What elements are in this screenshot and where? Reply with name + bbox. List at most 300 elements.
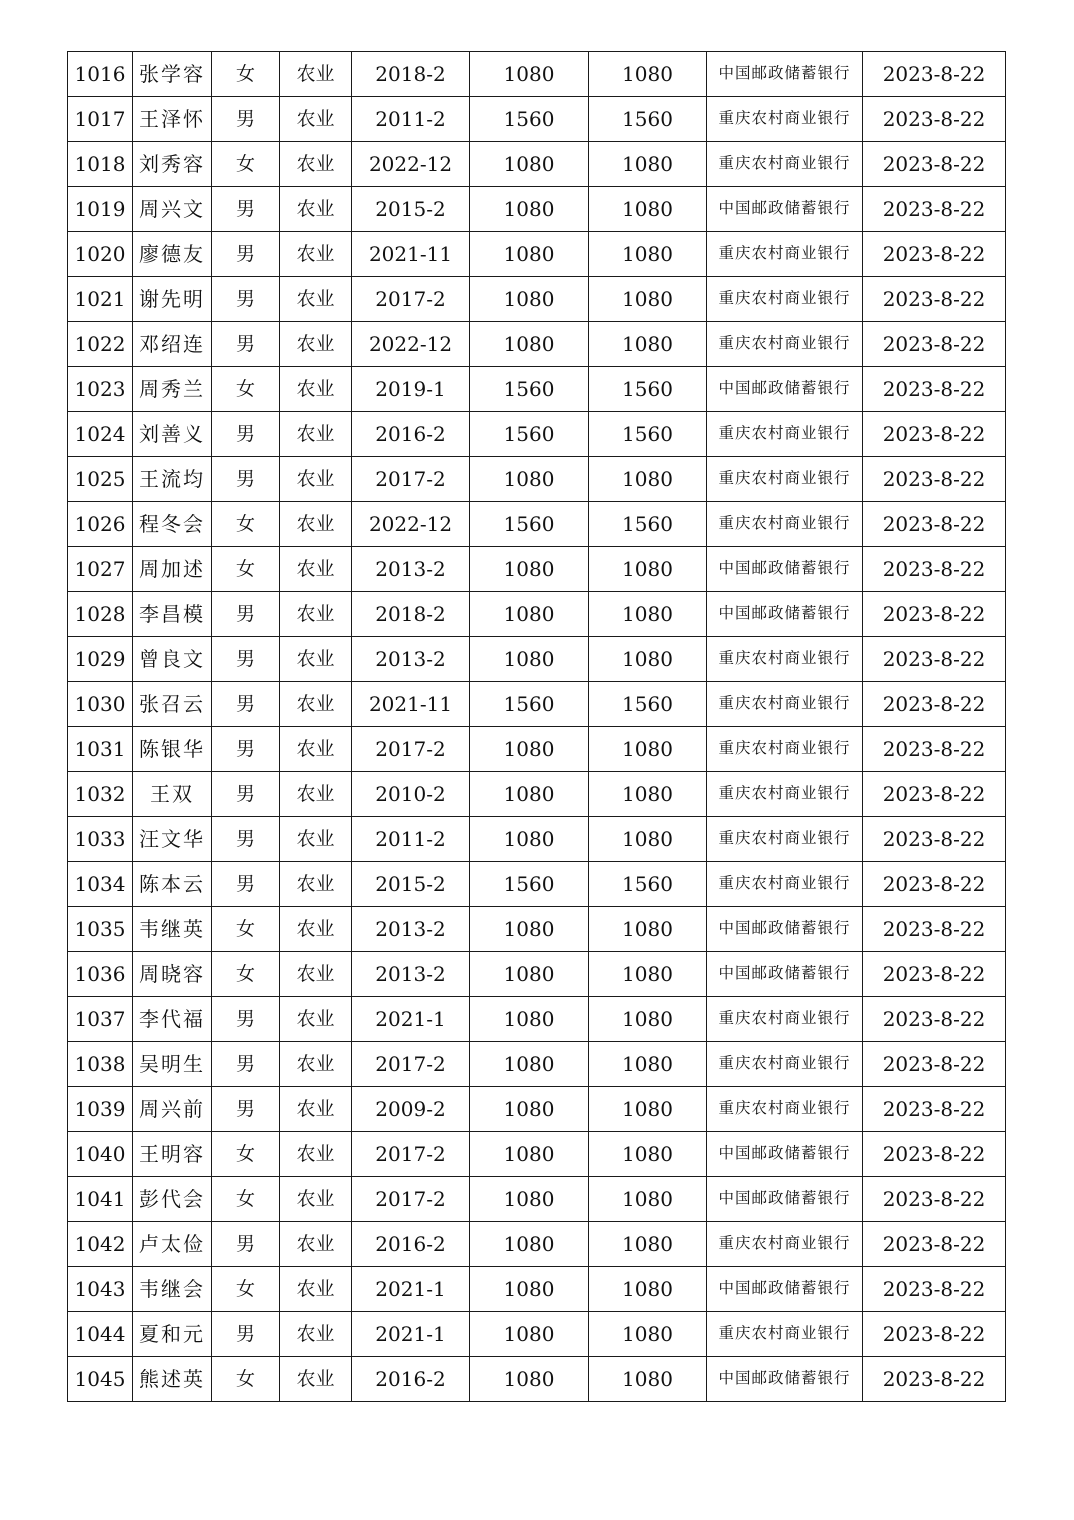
name-cell: 张召云 (133, 682, 212, 727)
name-cell: 卢太俭 (133, 1222, 212, 1267)
gender-cell: 男 (212, 817, 280, 862)
household-type-cell: 农业 (280, 412, 352, 457)
amount-paid-cell: 1080 (589, 1312, 707, 1357)
row-number-cell: 1045 (68, 1357, 133, 1402)
amount-standard-cell: 1080 (470, 1222, 589, 1267)
name-cell: 韦继英 (133, 907, 212, 952)
gender-cell: 女 (212, 142, 280, 187)
row-number-cell: 1033 (68, 817, 133, 862)
payment-date-cell: 2023-8-22 (863, 592, 1006, 637)
gender-cell: 男 (212, 862, 280, 907)
household-type-cell: 农业 (280, 277, 352, 322)
table-row (68, 1222, 1006, 1267)
payment-date-cell: 2023-8-22 (863, 232, 1006, 277)
table-row (68, 457, 1006, 502)
bank-cell: 重庆农村商业银行 (707, 1312, 863, 1357)
bank-cell: 中国邮政储蓄银行 (707, 592, 863, 637)
amount-standard-cell: 1080 (470, 727, 589, 772)
start-date-cell: 2017-2 (352, 277, 470, 322)
payment-date-cell: 2023-8-22 (863, 1132, 1006, 1177)
amount-standard-cell: 1080 (470, 457, 589, 502)
row-number-cell: 1017 (68, 97, 133, 142)
start-date-cell: 2013-2 (352, 952, 470, 997)
amount-standard-cell: 1560 (470, 97, 589, 142)
gender-cell: 男 (212, 772, 280, 817)
name-cell: 谢先明 (133, 277, 212, 322)
bank-cell: 重庆农村商业银行 (707, 997, 863, 1042)
bank-cell: 重庆农村商业银行 (707, 322, 863, 367)
table-row (68, 187, 1006, 232)
table-row (68, 142, 1006, 187)
gender-cell: 男 (212, 592, 280, 637)
household-type-cell: 农业 (280, 367, 352, 412)
payment-date-cell: 2023-8-22 (863, 502, 1006, 547)
table-row (68, 1042, 1006, 1087)
name-cell: 王流均 (133, 457, 212, 502)
household-type-cell: 农业 (280, 1132, 352, 1177)
gender-cell: 女 (212, 952, 280, 997)
payment-date-cell: 2023-8-22 (863, 97, 1006, 142)
start-date-cell: 2009-2 (352, 1087, 470, 1132)
bank-cell: 中国邮政储蓄银行 (707, 1357, 863, 1402)
amount-standard-cell: 1080 (470, 232, 589, 277)
name-cell: 廖德友 (133, 232, 212, 277)
household-type-cell: 农业 (280, 1087, 352, 1132)
amount-standard-cell: 1080 (470, 1267, 589, 1312)
row-number-cell: 1038 (68, 1042, 133, 1087)
name-cell: 李代福 (133, 997, 212, 1042)
table-row (68, 322, 1006, 367)
name-cell: 王泽怀 (133, 97, 212, 142)
gender-cell: 男 (212, 1312, 280, 1357)
row-number-cell: 1021 (68, 277, 133, 322)
table-row (68, 592, 1006, 637)
household-type-cell: 农业 (280, 187, 352, 232)
table-row (68, 97, 1006, 142)
table-row (68, 1132, 1006, 1177)
payment-date-cell: 2023-8-22 (863, 682, 1006, 727)
amount-paid-cell: 1080 (589, 1222, 707, 1267)
bank-cell: 中国邮政储蓄银行 (707, 1177, 863, 1222)
name-cell: 陈银华 (133, 727, 212, 772)
amount-standard-cell: 1560 (470, 412, 589, 457)
amount-standard-cell: 1080 (470, 142, 589, 187)
amount-paid-cell: 1080 (589, 997, 707, 1042)
start-date-cell: 2016-2 (352, 412, 470, 457)
row-number-cell: 1018 (68, 142, 133, 187)
amount-standard-cell: 1080 (470, 952, 589, 997)
row-number-cell: 1022 (68, 322, 133, 367)
start-date-cell: 2017-2 (352, 1042, 470, 1087)
table-row (68, 502, 1006, 547)
start-date-cell: 2018-2 (352, 592, 470, 637)
name-cell: 彭代会 (133, 1177, 212, 1222)
gender-cell: 女 (212, 547, 280, 592)
start-date-cell: 2022-12 (352, 322, 470, 367)
table-row (68, 367, 1006, 412)
bank-cell: 重庆农村商业银行 (707, 862, 863, 907)
amount-paid-cell: 1560 (589, 97, 707, 142)
bank-cell: 重庆农村商业银行 (707, 682, 863, 727)
row-number-cell: 1016 (68, 52, 133, 97)
row-number-cell: 1023 (68, 367, 133, 412)
amount-paid-cell: 1080 (589, 1042, 707, 1087)
bank-cell: 重庆农村商业银行 (707, 142, 863, 187)
table-row (68, 727, 1006, 772)
amount-paid-cell: 1080 (589, 952, 707, 997)
amount-paid-cell: 1560 (589, 502, 707, 547)
gender-cell: 男 (212, 322, 280, 367)
table-row (68, 1177, 1006, 1222)
amount-standard-cell: 1080 (470, 277, 589, 322)
start-date-cell: 2011-2 (352, 97, 470, 142)
row-number-cell: 1036 (68, 952, 133, 997)
bank-cell: 中国邮政储蓄银行 (707, 907, 863, 952)
name-cell: 陈本云 (133, 862, 212, 907)
start-date-cell: 2019-1 (352, 367, 470, 412)
name-cell: 王双 (133, 772, 212, 817)
amount-standard-cell: 1080 (470, 592, 589, 637)
start-date-cell: 2021-11 (352, 232, 470, 277)
table-row (68, 817, 1006, 862)
bank-cell: 重庆农村商业银行 (707, 1222, 863, 1267)
amount-standard-cell: 1080 (470, 1177, 589, 1222)
amount-paid-cell: 1080 (589, 187, 707, 232)
start-date-cell: 2017-2 (352, 1132, 470, 1177)
row-number-cell: 1025 (68, 457, 133, 502)
amount-standard-cell: 1080 (470, 1312, 589, 1357)
row-number-cell: 1034 (68, 862, 133, 907)
name-cell: 韦继会 (133, 1267, 212, 1312)
bank-cell: 重庆农村商业银行 (707, 817, 863, 862)
name-cell: 周兴前 (133, 1087, 212, 1132)
row-number-cell: 1035 (68, 907, 133, 952)
bank-cell: 重庆农村商业银行 (707, 727, 863, 772)
amount-paid-cell: 1080 (589, 772, 707, 817)
bank-cell: 重庆农村商业银行 (707, 637, 863, 682)
household-type-cell: 农业 (280, 997, 352, 1042)
household-type-cell: 农业 (280, 1222, 352, 1267)
amount-standard-cell: 1560 (470, 502, 589, 547)
household-type-cell: 农业 (280, 817, 352, 862)
payment-date-cell: 2023-8-22 (863, 817, 1006, 862)
name-cell: 周兴文 (133, 187, 212, 232)
table-row (68, 1267, 1006, 1312)
payment-date-cell: 2023-8-22 (863, 367, 1006, 412)
bank-cell: 中国邮政储蓄银行 (707, 367, 863, 412)
row-number-cell: 1030 (68, 682, 133, 727)
payment-date-cell: 2023-8-22 (863, 322, 1006, 367)
bank-cell: 重庆农村商业银行 (707, 97, 863, 142)
row-number-cell: 1019 (68, 187, 133, 232)
gender-cell: 女 (212, 1132, 280, 1177)
row-number-cell: 1037 (68, 997, 133, 1042)
payment-date-cell: 2023-8-22 (863, 952, 1006, 997)
household-type-cell: 农业 (280, 52, 352, 97)
payment-date-cell: 2023-8-22 (863, 52, 1006, 97)
amount-standard-cell: 1080 (470, 322, 589, 367)
household-type-cell: 农业 (280, 1177, 352, 1222)
start-date-cell: 2011-2 (352, 817, 470, 862)
gender-cell: 男 (212, 187, 280, 232)
start-date-cell: 2022-12 (352, 502, 470, 547)
payment-date-cell: 2023-8-22 (863, 727, 1006, 772)
row-number-cell: 1039 (68, 1087, 133, 1132)
household-type-cell: 农业 (280, 547, 352, 592)
start-date-cell: 2016-2 (352, 1222, 470, 1267)
gender-cell: 女 (212, 1267, 280, 1312)
amount-paid-cell: 1080 (589, 277, 707, 322)
gender-cell: 男 (212, 412, 280, 457)
household-type-cell: 农业 (280, 457, 352, 502)
amount-paid-cell: 1080 (589, 727, 707, 772)
amount-standard-cell: 1560 (470, 862, 589, 907)
amount-paid-cell: 1080 (589, 1357, 707, 1402)
name-cell: 程冬会 (133, 502, 212, 547)
payment-date-cell: 2023-8-22 (863, 1222, 1006, 1267)
table-row (68, 997, 1006, 1042)
name-cell: 曾良文 (133, 637, 212, 682)
start-date-cell: 2021-1 (352, 1312, 470, 1357)
data-table (67, 51, 1006, 1402)
row-number-cell: 1020 (68, 232, 133, 277)
name-cell: 吴明生 (133, 1042, 212, 1087)
amount-standard-cell: 1080 (470, 817, 589, 862)
household-type-cell: 农业 (280, 1357, 352, 1402)
payment-date-cell: 2023-8-22 (863, 907, 1006, 952)
gender-cell: 男 (212, 1222, 280, 1267)
table-row (68, 772, 1006, 817)
amount-standard-cell: 1080 (470, 52, 589, 97)
amount-paid-cell: 1080 (589, 232, 707, 277)
payment-date-cell: 2023-8-22 (863, 997, 1006, 1042)
gender-cell: 女 (212, 502, 280, 547)
amount-paid-cell: 1080 (589, 1132, 707, 1177)
gender-cell: 女 (212, 367, 280, 412)
bank-cell: 中国邮政储蓄银行 (707, 1267, 863, 1312)
start-date-cell: 2017-2 (352, 1177, 470, 1222)
bank-cell: 重庆农村商业银行 (707, 502, 863, 547)
start-date-cell: 2021-1 (352, 997, 470, 1042)
start-date-cell: 2015-2 (352, 187, 470, 232)
bank-cell: 重庆农村商业银行 (707, 277, 863, 322)
household-type-cell: 农业 (280, 637, 352, 682)
bank-cell: 重庆农村商业银行 (707, 457, 863, 502)
row-number-cell: 1044 (68, 1312, 133, 1357)
table-row (68, 862, 1006, 907)
payment-date-cell: 2023-8-22 (863, 1087, 1006, 1132)
amount-paid-cell: 1080 (589, 322, 707, 367)
amount-paid-cell: 1080 (589, 1177, 707, 1222)
start-date-cell: 2013-2 (352, 907, 470, 952)
name-cell: 周加述 (133, 547, 212, 592)
name-cell: 刘善义 (133, 412, 212, 457)
table-row (68, 907, 1006, 952)
start-date-cell: 2017-2 (352, 727, 470, 772)
bank-cell: 重庆农村商业银行 (707, 1042, 863, 1087)
amount-paid-cell: 1080 (589, 637, 707, 682)
bank-cell: 重庆农村商业银行 (707, 772, 863, 817)
row-number-cell: 1024 (68, 412, 133, 457)
payment-date-cell: 2023-8-22 (863, 1042, 1006, 1087)
start-date-cell: 2018-2 (352, 52, 470, 97)
gender-cell: 男 (212, 997, 280, 1042)
amount-paid-cell: 1080 (589, 547, 707, 592)
name-cell: 刘秀容 (133, 142, 212, 187)
amount-standard-cell: 1080 (470, 1357, 589, 1402)
start-date-cell: 2021-1 (352, 1267, 470, 1312)
row-number-cell: 1029 (68, 637, 133, 682)
table-row (68, 232, 1006, 277)
gender-cell: 女 (212, 1177, 280, 1222)
start-date-cell: 2017-2 (352, 457, 470, 502)
start-date-cell: 2021-11 (352, 682, 470, 727)
amount-standard-cell: 1080 (470, 637, 589, 682)
amount-standard-cell: 1080 (470, 997, 589, 1042)
gender-cell: 女 (212, 52, 280, 97)
amount-paid-cell: 1560 (589, 367, 707, 412)
payment-date-cell: 2023-8-22 (863, 637, 1006, 682)
payment-date-cell: 2023-8-22 (863, 457, 1006, 502)
household-type-cell: 农业 (280, 502, 352, 547)
gender-cell: 男 (212, 97, 280, 142)
amount-paid-cell: 1080 (589, 52, 707, 97)
table-row (68, 682, 1006, 727)
bank-cell: 中国邮政储蓄银行 (707, 1132, 863, 1177)
amount-paid-cell: 1080 (589, 457, 707, 502)
row-number-cell: 1027 (68, 547, 133, 592)
start-date-cell: 2010-2 (352, 772, 470, 817)
table-row (68, 547, 1006, 592)
name-cell: 李昌模 (133, 592, 212, 637)
gender-cell: 女 (212, 907, 280, 952)
payment-date-cell: 2023-8-22 (863, 547, 1006, 592)
gender-cell: 男 (212, 457, 280, 502)
gender-cell: 男 (212, 1042, 280, 1087)
amount-paid-cell: 1080 (589, 907, 707, 952)
household-type-cell: 农业 (280, 907, 352, 952)
payment-date-cell: 2023-8-22 (863, 1357, 1006, 1402)
payment-date-cell: 2023-8-22 (863, 142, 1006, 187)
household-type-cell: 农业 (280, 952, 352, 997)
table-row (68, 637, 1006, 682)
household-type-cell: 农业 (280, 727, 352, 772)
payment-date-cell: 2023-8-22 (863, 412, 1006, 457)
bank-cell: 中国邮政储蓄银行 (707, 187, 863, 232)
name-cell: 邓绍连 (133, 322, 212, 367)
amount-standard-cell: 1080 (470, 772, 589, 817)
row-number-cell: 1042 (68, 1222, 133, 1267)
amount-standard-cell: 1080 (470, 907, 589, 952)
amount-standard-cell: 1080 (470, 1087, 589, 1132)
gender-cell: 男 (212, 682, 280, 727)
amount-paid-cell: 1080 (589, 592, 707, 637)
amount-standard-cell: 1560 (470, 682, 589, 727)
gender-cell: 男 (212, 232, 280, 277)
row-number-cell: 1026 (68, 502, 133, 547)
table-body (68, 52, 1006, 1402)
payment-date-cell: 2023-8-22 (863, 277, 1006, 322)
table-row (68, 277, 1006, 322)
amount-paid-cell: 1080 (589, 817, 707, 862)
row-number-cell: 1043 (68, 1267, 133, 1312)
name-cell: 夏和元 (133, 1312, 212, 1357)
payment-date-cell: 2023-8-22 (863, 1267, 1006, 1312)
payment-date-cell: 2023-8-22 (863, 772, 1006, 817)
gender-cell: 女 (212, 1357, 280, 1402)
household-type-cell: 农业 (280, 682, 352, 727)
row-number-cell: 1032 (68, 772, 133, 817)
table-row (68, 1312, 1006, 1357)
table-row (68, 52, 1006, 97)
amount-paid-cell: 1560 (589, 682, 707, 727)
row-number-cell: 1031 (68, 727, 133, 772)
name-cell: 张学容 (133, 52, 212, 97)
payment-date-cell: 2023-8-22 (863, 187, 1006, 232)
start-date-cell: 2015-2 (352, 862, 470, 907)
gender-cell: 男 (212, 277, 280, 322)
name-cell: 王明容 (133, 1132, 212, 1177)
table-row (68, 1357, 1006, 1402)
start-date-cell: 2013-2 (352, 547, 470, 592)
amount-paid-cell: 1080 (589, 142, 707, 187)
name-cell: 汪文华 (133, 817, 212, 862)
name-cell: 周晓容 (133, 952, 212, 997)
gender-cell: 男 (212, 727, 280, 772)
household-type-cell: 农业 (280, 322, 352, 367)
start-date-cell: 2022-12 (352, 142, 470, 187)
table-row (68, 1087, 1006, 1132)
amount-paid-cell: 1080 (589, 1267, 707, 1312)
amount-standard-cell: 1560 (470, 367, 589, 412)
household-type-cell: 农业 (280, 142, 352, 187)
table-row (68, 952, 1006, 997)
payment-date-cell: 2023-8-22 (863, 862, 1006, 907)
household-type-cell: 农业 (280, 592, 352, 637)
gender-cell: 男 (212, 1087, 280, 1132)
start-date-cell: 2016-2 (352, 1357, 470, 1402)
row-number-cell: 1028 (68, 592, 133, 637)
bank-cell: 重庆农村商业银行 (707, 412, 863, 457)
gender-cell: 男 (212, 637, 280, 682)
bank-cell: 中国邮政储蓄银行 (707, 547, 863, 592)
bank-cell: 中国邮政储蓄银行 (707, 952, 863, 997)
amount-standard-cell: 1080 (470, 1042, 589, 1087)
payment-date-cell: 2023-8-22 (863, 1312, 1006, 1357)
household-type-cell: 农业 (280, 772, 352, 817)
amount-standard-cell: 1080 (470, 187, 589, 232)
amount-paid-cell: 1560 (589, 862, 707, 907)
table-row (68, 412, 1006, 457)
bank-cell: 重庆农村商业银行 (707, 1087, 863, 1132)
household-type-cell: 农业 (280, 1042, 352, 1087)
amount-paid-cell: 1080 (589, 1087, 707, 1132)
household-type-cell: 农业 (280, 1312, 352, 1357)
amount-standard-cell: 1080 (470, 547, 589, 592)
row-number-cell: 1040 (68, 1132, 133, 1177)
payment-date-cell: 2023-8-22 (863, 1177, 1006, 1222)
start-date-cell: 2013-2 (352, 637, 470, 682)
household-type-cell: 农业 (280, 1267, 352, 1312)
bank-cell: 中国邮政储蓄银行 (707, 52, 863, 97)
household-type-cell: 农业 (280, 97, 352, 142)
bank-cell: 重庆农村商业银行 (707, 232, 863, 277)
name-cell: 熊述英 (133, 1357, 212, 1402)
household-type-cell: 农业 (280, 862, 352, 907)
row-number-cell: 1041 (68, 1177, 133, 1222)
household-type-cell: 农业 (280, 232, 352, 277)
amount-standard-cell: 1080 (470, 1132, 589, 1177)
